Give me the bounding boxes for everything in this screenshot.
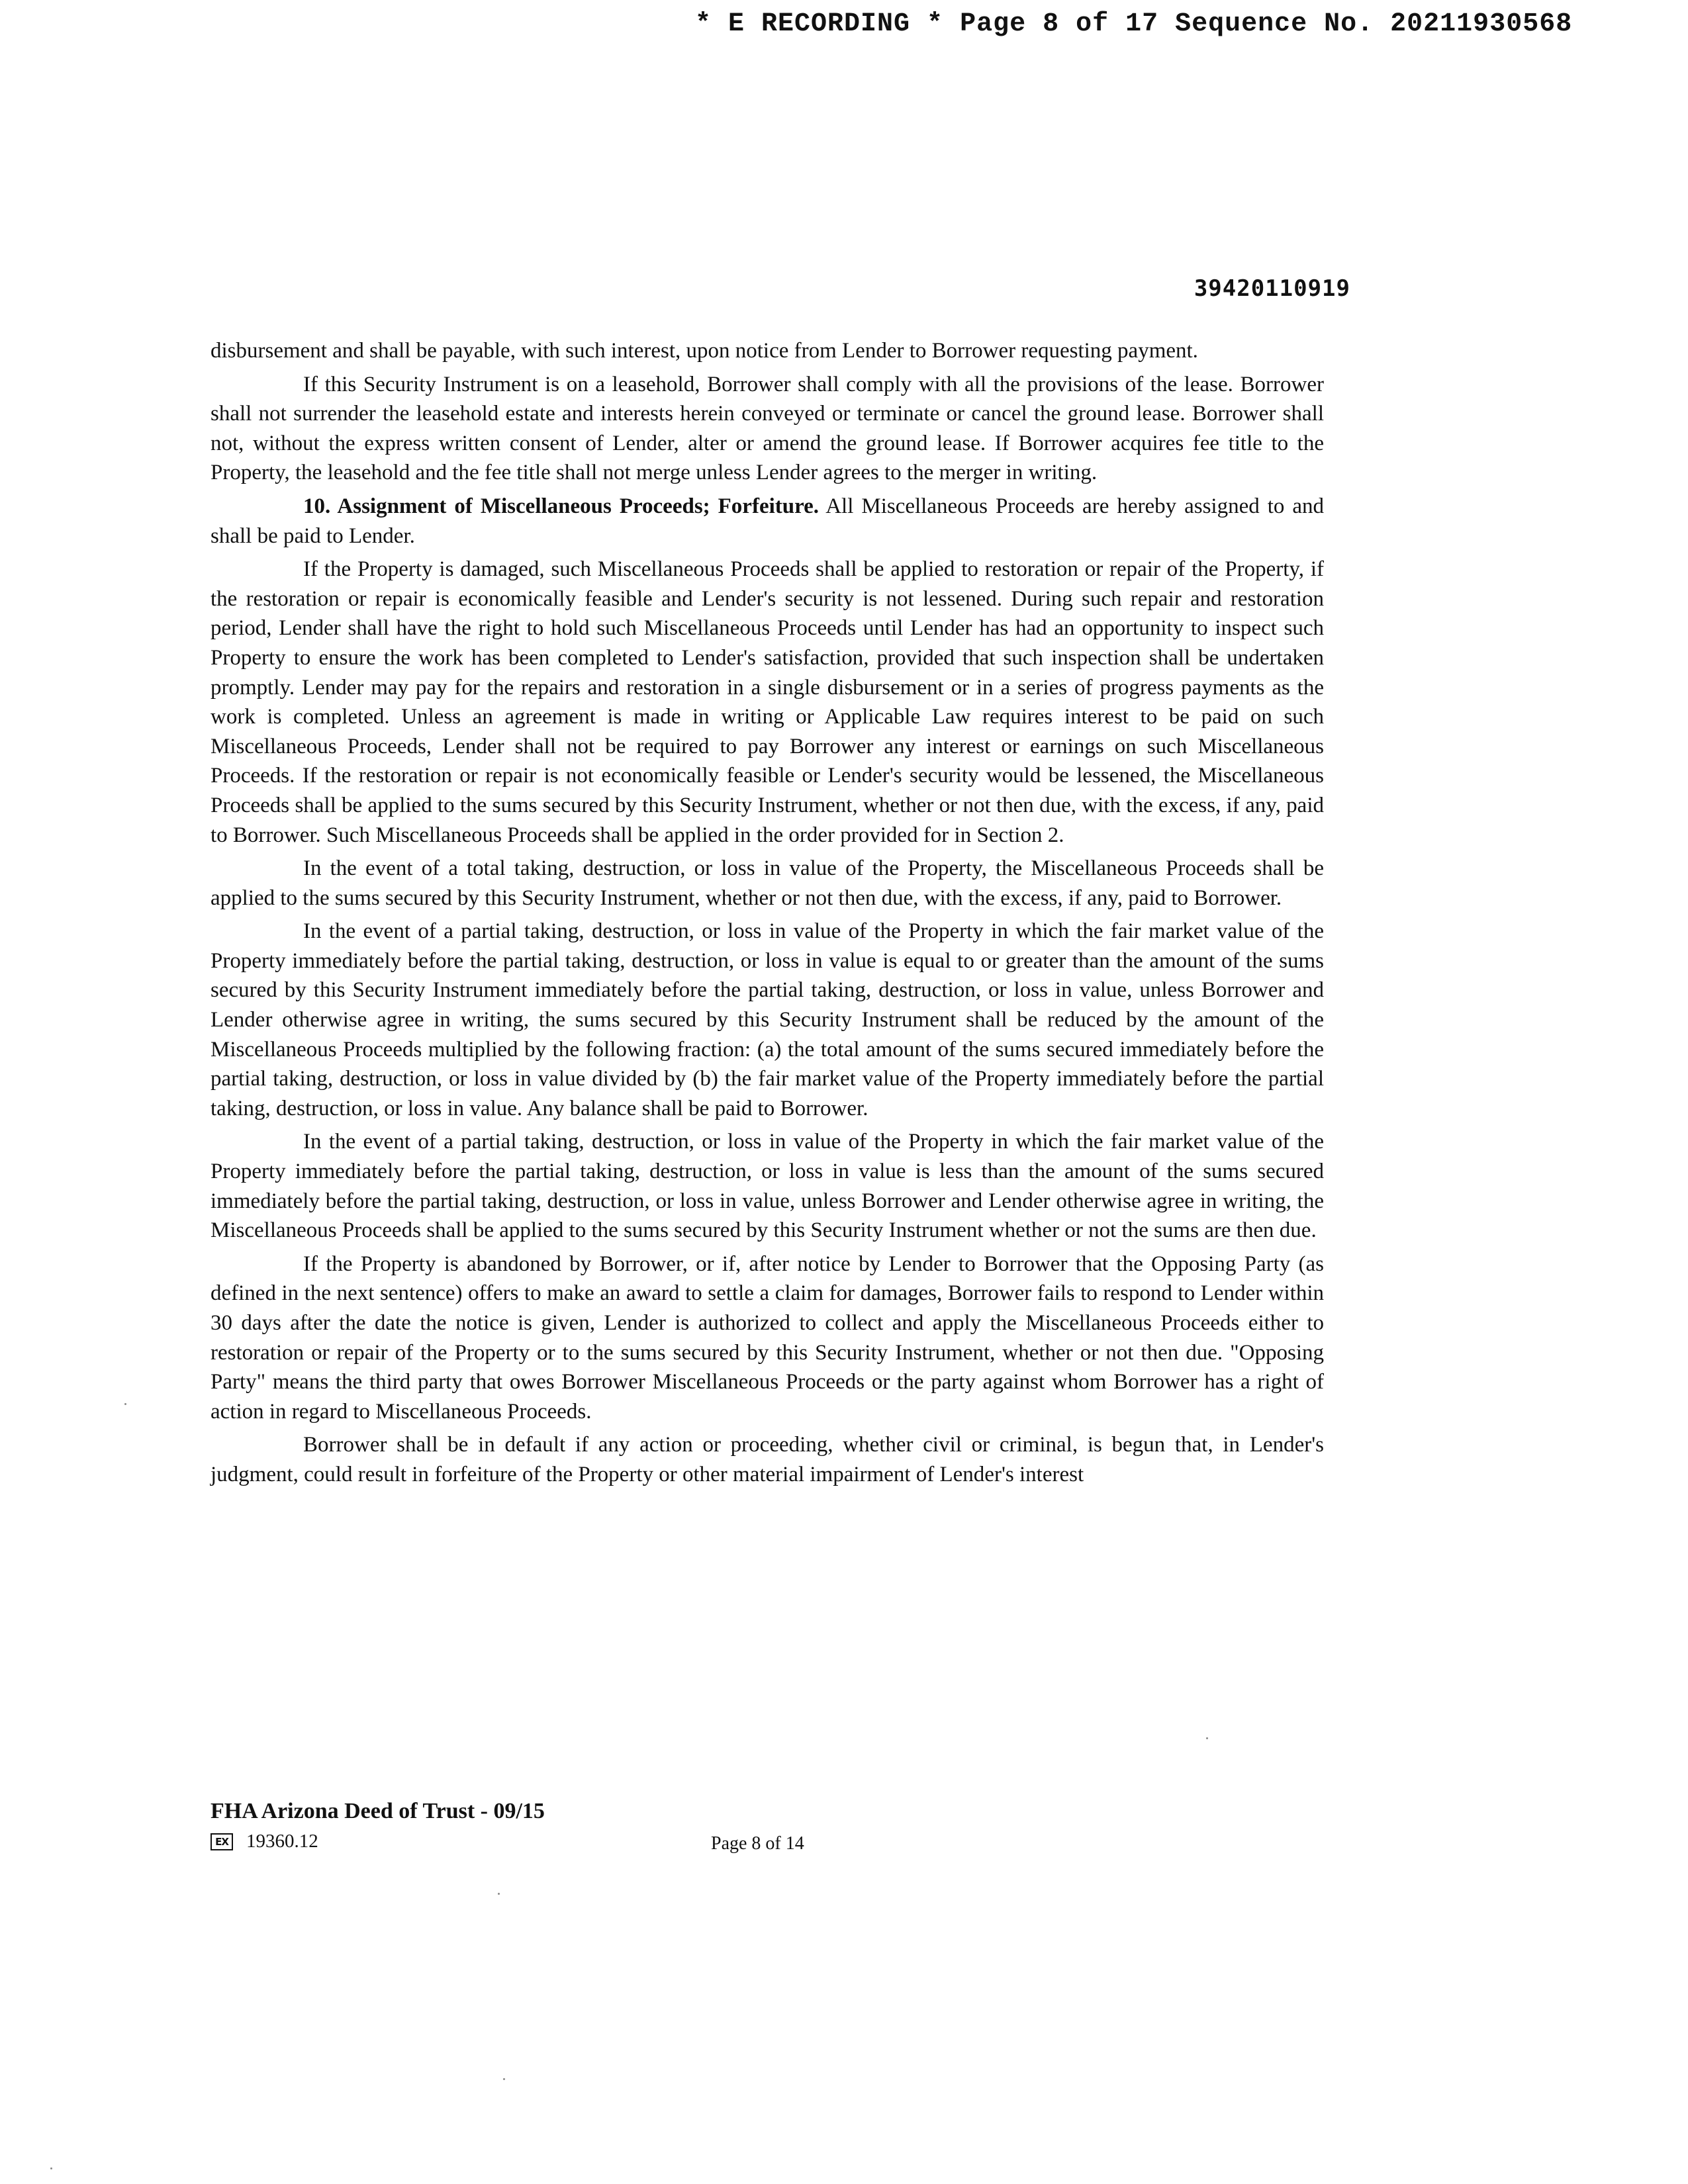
section-10-text: All Miscellaneous Proceeds are hereby assigned to and shall be paid to Lender.	[211, 494, 1324, 548]
document-body	[211, 336, 1324, 1494]
form-title: FHA Arizona Deed of Trust - 09/15	[211, 1799, 545, 1823]
scan-speck	[50, 2167, 52, 2169]
paragraph-property-abandoned: If the Property is abandoned by Borrower, or if, after notice by Lender to Borrower that the Opposing Party (as defined in the next sentence) offers to make an award to settle a claim for damages, Borrower fails to respond to Lender within 30 days after the date the notice is given, Lender is authorized to collect and apply the Miscellaneous Proceeds either to restoration or repair of the Property or to the sums secured by this Security Instrument, whether or not then due. "Opposing Party" means the third party that owes Borrower Miscellaneous Proceeds or the party against whom Borrower has a right of action in regard to Miscellaneous Proceeds.	[211, 1251, 1324, 1424]
ellie-mae-ex-icon: EX	[211, 1833, 233, 1850]
section-10-heading: 10. Assignment of Miscellaneous Proceeds; Forfeiture.	[303, 494, 820, 518]
paragraph-total-taking: In the event of a total taking, destruction, or loss in value of the Property, the Miscellaneous Proceeds shall be applied to the sums secured by this Security Instrument, whether or not then due, with the excess, if any, paid to Borrower.	[211, 856, 1324, 910]
form-code-line	[211, 1831, 318, 1852]
paragraph-property-damaged: If the Property is damaged, such Miscellaneous Proceeds shall be applied to restoration or repair of the Property, if the restoration or repair is economically feasible and Lender's security is not lessened. During such repair and restoration period, Lender shall have the right to hold such Miscellaneous Proceeds until Lender has had an opportunity to inspect such Property to ensure the work has been completed to Lender's satisfaction, provided that such inspection shall be undertaken promptly. Lender may pay for the repairs and restoration in a single disbursement or in a series of progress payments as the work is completed. Unless an agreement is made in writing or Applicable Law requires interest to be paid on such Miscellaneous Proceeds, Lender shall not be required to pay Borrower any interest or earnings on such Miscellaneous Proceeds. If the restoration or repair is not economically feasible or Lender's security would be lessened, the Miscellaneous Proceeds shall be applied to the sums secured by this Security Instrument, whether or not then due, with the excess, if any, paid to Borrower. Such Miscellaneous Proceeds shall be applied in the order provided for in Section 2.	[211, 557, 1324, 847]
scan-speck	[498, 1893, 500, 1895]
scan-speck	[503, 2078, 505, 2080]
paragraph-partial-taking-less: In the event of a partial taking, destruction, or loss in value of the Property in which the fair market value of the Property immediately before the partial taking, destruction, or loss in value is less than the amount of the sums secured immediately before the partial taking, destruction, or loss in value, unless Borrower and Lender otherwise agree in writing, the Miscellaneous Proceeds shall be applied to the sums secured by this Security Instrument whether or not the sums are then due.	[211, 1130, 1324, 1243]
paragraph-leasehold: If this Security Instrument is on a leasehold, Borrower shall comply with all the provisions of the lease. Borrower shall not surrender the leasehold estate and interests herein conveyed or terminate or cancel the ground lease. Borrower shall not, without the express written consent of Lender, alter or amend the ground lease. If Borrower acquires fee title to the Property, the leasehold and the fee title shall not merge unless Lender agrees to the merger in writing.	[211, 372, 1324, 485]
scan-speck	[124, 1403, 126, 1405]
paragraph-default: Borrower shall be in default if any action or proceeding, whether civil or criminal, is begun that, in Lender's judgment, could result in forfeiture of the Property or other material impairment of Lender's interest	[211, 1433, 1324, 1486]
form-code: 19360.12	[246, 1831, 318, 1852]
loan-number: 39420110919	[1194, 275, 1350, 302]
recording-stamp-header: * E RECORDING * Page 8 of 17 Sequence No. 20211930568	[695, 9, 1573, 39]
paragraph-section-10	[211, 492, 1324, 551]
paragraph-continuation: disbursement and shall be payable, with such interest, upon notice from Lender to Borrower requesting payment.	[211, 339, 1198, 363]
paragraph-partial-taking-greater: In the event of a partial taking, destruction, or loss in value of the Property in which the fair market value of the Property immediately before the partial taking, destruction, or loss in value is equal to or greater than the amount of the sums secured by this Security Instrument immediately before the partial taking, destruction, or loss in value, unless Borrower and Lender otherwise agree in writing, the sums secured by this Security Instrument shall be reduced by the amount of the Miscellaneous Proceeds multiplied by the following fraction: (a) the total amount of the sums secured immediately before the partial taking, destruction, or loss in value divided by (b) the fair market value of the Property immediately before the partial taking, destruction, or loss in value. Any balance shall be paid to Borrower.	[211, 919, 1324, 1120]
page-number: Page 8 of 14	[711, 1833, 804, 1854]
scan-speck	[1206, 1737, 1208, 1739]
